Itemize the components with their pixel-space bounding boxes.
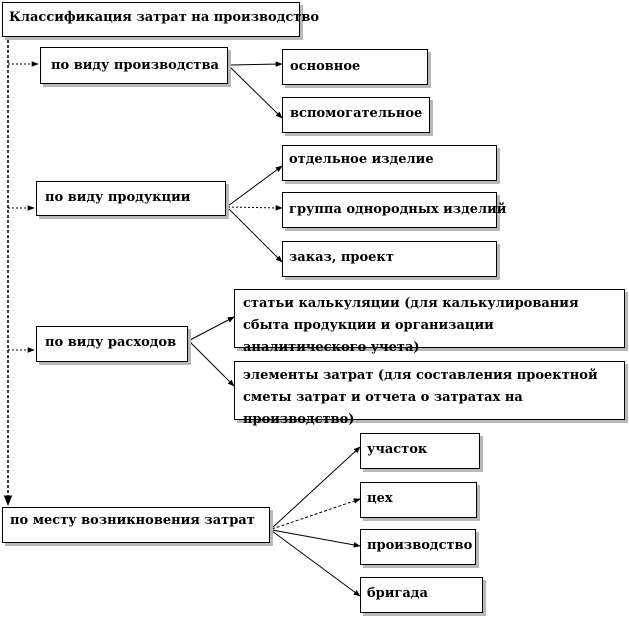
arrow-place-site (272, 447, 360, 528)
category-label: по виду производства (51, 58, 219, 73)
category-production-type (40, 47, 228, 84)
category-product-type (36, 181, 226, 216)
category-label: по виду расходов (45, 335, 177, 350)
leaf-item-group (282, 192, 507, 228)
arrow-product-single (228, 166, 282, 206)
category-cost-origin (2, 507, 270, 543)
leaf-production (360, 529, 476, 565)
category-label: по месту возникновения затрат (10, 513, 255, 528)
leaf-label: цех (367, 491, 393, 506)
leaf-label: основное (290, 59, 361, 74)
arrow-production-aux (230, 67, 282, 118)
arrow-place-production (272, 530, 360, 546)
leaf-label: заказ, проект (289, 250, 394, 265)
arrow-product-order (228, 208, 282, 262)
leaf-label: статьи калькуляции (для калькулирования сбыта продукции и организации аналитического учета) (243, 296, 579, 355)
leaf-single-item (282, 145, 497, 181)
arrow-expense-elements (190, 342, 234, 386)
leaf-brigade (360, 577, 483, 613)
leaf-shop (360, 482, 477, 518)
arrow-expense-items (190, 317, 234, 340)
arrow-product-group (228, 207, 282, 208)
leaf-label: производство (367, 538, 473, 553)
leaf-auxiliary (282, 97, 430, 133)
category-expense-type (36, 326, 188, 362)
root-box (2, 2, 320, 37)
leaf-order-project (282, 241, 497, 277)
leaf-label: отдельное изделие (289, 152, 434, 167)
leaf-cost-elements (234, 361, 625, 427)
leaf-costing-items (234, 289, 625, 355)
arrow-place-brigade (272, 531, 360, 596)
leaf-label: вспомогательное (290, 106, 423, 121)
arrow-production-main (230, 64, 282, 65)
leaf-site (360, 433, 480, 469)
arrow-place-shop (272, 499, 360, 529)
leaf-label: бригада (367, 586, 428, 601)
leaf-label: участок (367, 442, 428, 457)
leaf-label: элементы затрат (для составления проектной сметы затрат и отчета о затратах на производство) (243, 368, 598, 427)
category-label: по виду продукции (45, 190, 191, 205)
leaf-main (282, 49, 428, 85)
leaf-label: группа однородных изделий (289, 202, 507, 217)
root-label: Классификация затрат на производство (9, 10, 320, 25)
